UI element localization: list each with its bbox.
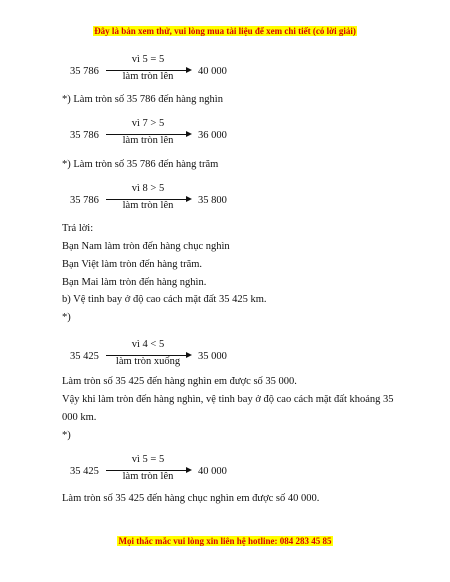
instruction-line: *) Làm tròn số 35 786 đến hàng trăm xyxy=(62,159,219,170)
rounded-number: 35 000 xyxy=(198,351,227,362)
result-line: Làm tròn số 35 425 đến hàng chục nghìn em được số 40 000. xyxy=(62,493,320,504)
answer-nam: Bạn Nam làm tròn đến hàng chục nghìn xyxy=(62,241,230,252)
original-number: 35 786 xyxy=(70,195,99,206)
original-number: 35 425 xyxy=(70,351,99,362)
result-line: Làm tròn số 35 425 đến hàng nghìn em được số 35 000. xyxy=(62,376,297,387)
rounded-number: 36 000 xyxy=(198,130,227,141)
rounding-expression-4 xyxy=(0,339,450,373)
hotline-notice-text: Mọi thắc mắc vui lòng xin liên hệ hotline: 084 283 45 85 xyxy=(118,536,332,546)
rounding-condition: vì 5 = 5 xyxy=(131,54,165,65)
rounding-condition: vì 4 < 5 xyxy=(131,339,165,350)
rounding-condition: vì 7 > 5 xyxy=(131,118,165,129)
rounding-method: làm tròn xuống xyxy=(115,356,181,367)
rounded-number: 40 000 xyxy=(198,466,227,477)
answer-viet: Bạn Việt làm tròn đến hàng trăm. xyxy=(62,259,203,270)
rounded-number: 40 000 xyxy=(198,66,227,77)
part-b-question: b) Vệ tinh bay ở độ cao cách mặt đất 35 425 km. xyxy=(62,294,267,305)
rounding-method: làm tròn lên xyxy=(122,200,174,211)
original-number: 35 786 xyxy=(70,66,99,77)
original-number: 35 786 xyxy=(70,130,99,141)
conclusion-line-continued: 000 km. xyxy=(62,412,97,423)
step-marker: *) xyxy=(62,312,71,323)
rounding-expression-1 xyxy=(0,54,450,88)
rounding-condition: vì 8 > 5 xyxy=(131,183,165,194)
rounding-method: làm tròn lên xyxy=(122,471,174,482)
rounding-expression-2 xyxy=(0,118,450,152)
answer-mai: Bạn Mai làm tròn đến hàng nghìn. xyxy=(62,277,207,288)
original-number: 35 425 xyxy=(70,466,99,477)
rounded-number: 35 800 xyxy=(198,195,227,206)
instruction-line: *) Làm tròn số 35 786 đến hàng nghìn xyxy=(62,94,223,105)
rounding-expression-3 xyxy=(0,183,450,217)
conclusion-line: Vậy khi làm tròn đến hàng nghìn, vệ tinh bay ở độ cao cách mặt đất khoảng 35 xyxy=(62,394,394,405)
preview-notice-banner xyxy=(0,26,450,36)
answer-label: Trả lời: xyxy=(62,223,94,234)
rounding-expression-5 xyxy=(0,454,450,488)
step-marker: *) xyxy=(62,430,71,441)
rounding-method: làm tròn lên xyxy=(122,71,174,82)
hotline-notice-banner xyxy=(0,536,450,546)
rounding-condition: vì 5 = 5 xyxy=(131,454,165,465)
preview-notice-text: Đây là bản xem thử, vui lòng mua tài liệu để xem chi tiết (có lời giải) xyxy=(94,26,356,36)
rounding-method: làm tròn lên xyxy=(122,135,174,146)
